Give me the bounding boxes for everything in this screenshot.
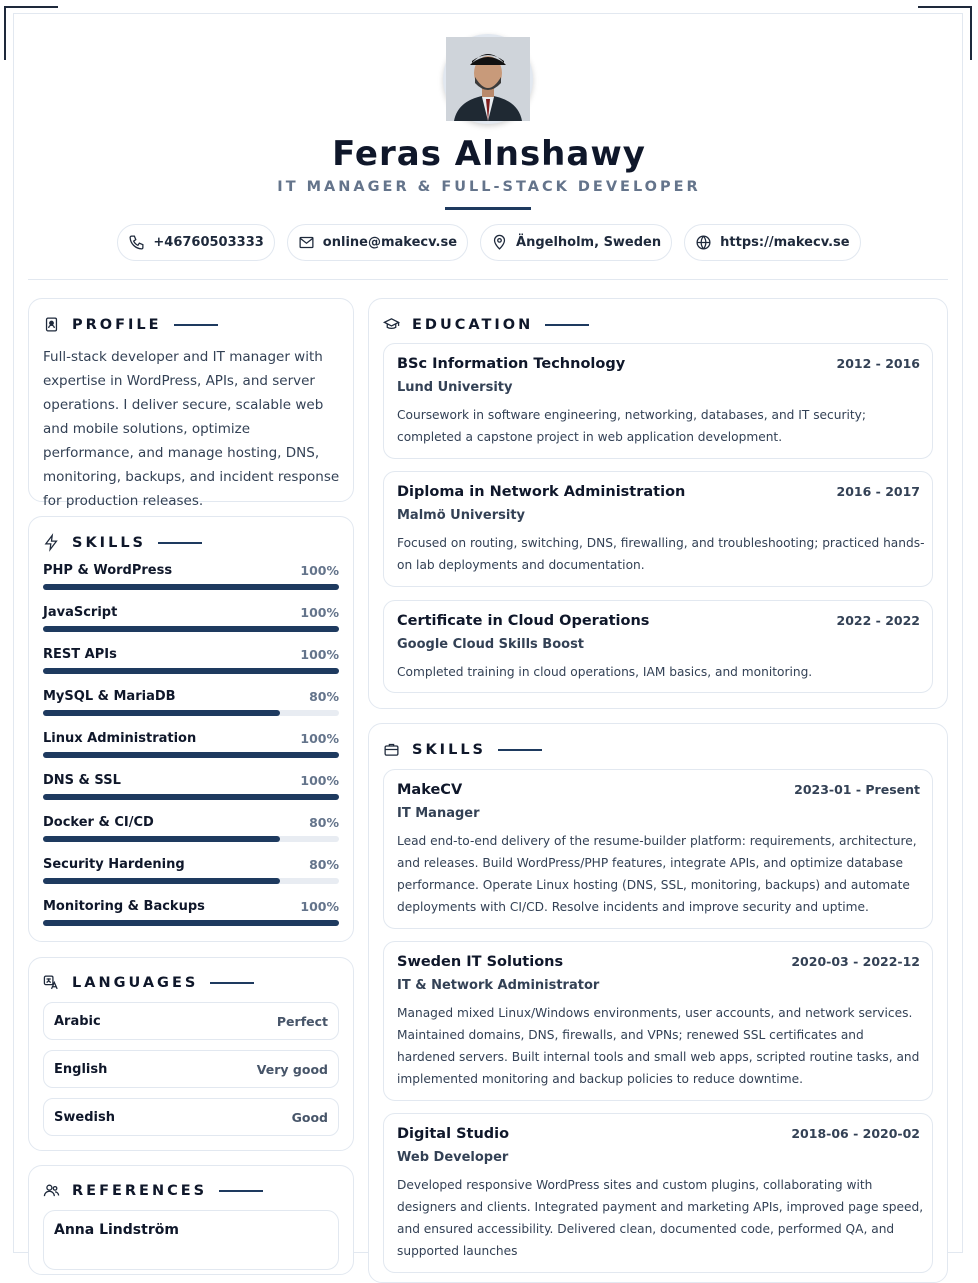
heading-rule [158,542,202,544]
skill-bar-track [43,710,339,716]
experience-heading [383,741,542,758]
education-degree: Certificate in Cloud Operations [397,613,650,629]
experience-heading-label: SKILLS [412,741,486,758]
contact-website[interactable] [684,224,860,261]
translate-icon [43,974,60,991]
contact-email[interactable] [287,224,468,261]
education-heading [383,316,589,333]
skill-name: PHP & WordPress [43,563,173,578]
experience-description: Developed responsive WordPress sites and custom plugins, collaborating with designers and clients. Integrated payment and marketing APIs, improved page speed, and ensured accessibility. Delivered clean, documented code, performed QA, and supported launches [397,1178,924,1258]
contact-website-text: https://makecv.se [720,235,850,250]
references-heading [43,1182,263,1199]
briefcase-icon [383,741,400,758]
skill-name: JavaScript [43,605,118,620]
education-card [368,298,948,709]
education-degree: Diploma in Network Administration [397,484,686,500]
education-heading-label: EDUCATION [412,316,534,333]
language-item [43,1002,339,1040]
skill-bar-track [43,584,339,590]
language-level: Very good [256,1062,328,1077]
languages-heading [43,974,254,991]
language-name: Arabic [54,1014,101,1029]
heading-rule [174,324,218,326]
lightning-icon [43,534,60,551]
language-name: Swedish [54,1110,115,1125]
skill-name: Linux Administration [43,731,197,746]
header-divider [28,279,948,280]
skill-item [43,689,339,719]
contact-email-text: online@makecv.se [322,235,458,250]
education-item [383,471,933,587]
skill-bar-fill [43,878,280,884]
experience-dates: 2020-03 - 2022-12 [791,954,920,969]
education-description: Coursework in software engineering, networking, databases, and IT security; completed a capstone project in web application development. [397,408,866,444]
language-level: Perfect [276,1014,328,1029]
experience-dates: 2023-01 - Present [794,782,920,797]
profile-card [28,298,354,509]
experience-description: Managed mixed Linux/Windows environments, user accounts, and network services. Maintained domains, DNS, firewalls, and VPNs; renewed SSL certificates and hardened servers. Built internal tools and small web apps, scripted routine tasks, and implemented monitoring and backup policies to reduce downtime. [397,1006,920,1086]
language-item [43,1098,339,1136]
education-description: Completed training in cloud operations, IAM basics, and monitoring. [397,665,813,679]
skills-card [28,516,354,942]
experience-description: Lead end-to-end delivery of the resume-builder platform: requirements, architecture, and releases. Build WordPress/PHP features, integrate APIs, and optimize database performance. Operate Linux hosting (DNS, SSL, monitoring, backups) and automate deployments with CI/CD. Resolve incidents and improve security and uptime. [397,834,917,914]
heading-rule [219,1190,263,1192]
title-divider [445,207,531,210]
skill-item [43,773,339,803]
skill-bar-track [43,920,339,926]
education-dates: 2012 - 2016 [836,356,920,371]
skill-bar-track [43,668,339,674]
skills-heading-label: SKILLS [72,534,146,551]
language-level: Good [291,1110,328,1125]
skill-name: MySQL & MariaDB [43,689,176,704]
profile-heading-label: PROFILE [72,316,162,333]
languages-card [28,957,354,1151]
skill-percent: 100% [300,731,339,746]
skill-item [43,815,339,845]
skill-percent: 100% [300,899,339,914]
graduation-cap-icon [383,316,400,333]
skill-percent: 100% [300,647,339,662]
skill-name: Docker & CI/CD [43,815,154,830]
skill-bar-fill [43,920,339,926]
language-name: English [54,1062,108,1077]
education-school: Malmö University [397,508,526,523]
skill-item [43,857,339,887]
contact-location[interactable] [480,224,672,261]
education-item [383,343,933,459]
skill-name: Monitoring & Backups [43,899,205,914]
skill-bar-track [43,752,339,758]
skill-bar-fill [43,626,339,632]
skill-name: DNS & SSL [43,773,121,788]
id-badge-icon [43,316,60,333]
skill-percent: 100% [300,605,339,620]
education-description: Focused on routing, switching, DNS, firewalling, and troubleshooting; practiced hands-on lab deployments and documentation. [397,536,925,572]
skill-bar-fill [43,584,339,590]
location-icon [491,234,508,251]
experience-role: Web Developer [397,1150,509,1165]
experience-company: Sweden IT Solutions [397,954,564,970]
skill-item [43,563,339,593]
contact-phone-text: +46760503333 [153,235,264,250]
languages-heading-label: LANGUAGES [72,974,199,991]
experience-item [383,769,933,929]
education-school: Google Cloud Skills Boost [397,637,585,652]
skill-bar-fill [43,752,339,758]
experience-card [368,723,948,1283]
skill-item [43,899,339,929]
education-school: Lund University [397,380,513,395]
experience-role: IT & Network Administrator [397,978,600,993]
contact-location-text: Ängelholm, Sweden [516,235,662,250]
profile-heading [43,316,218,333]
education-dates: 2016 - 2017 [836,484,920,499]
globe-icon [695,234,712,251]
reference-name: Anna Lindström [54,1222,179,1238]
skill-percent: 80% [309,815,339,830]
skill-item [43,731,339,761]
skills-heading [43,534,202,551]
avatar [443,34,533,124]
experience-item [383,1113,933,1273]
experience-dates: 2018-06 - 2020-02 [791,1126,920,1141]
experience-role: IT Manager [397,806,480,821]
skill-bar-fill [43,794,339,800]
skill-percent: 80% [309,857,339,872]
skill-bar-fill [43,710,280,716]
skill-bar-track [43,878,339,884]
references-card [28,1165,354,1275]
candidate-name: Feras Alnshawy [332,134,646,174]
skill-bar-track [43,794,339,800]
heading-rule [545,324,589,326]
experience-company: MakeCV [397,782,463,798]
skill-percent: 100% [300,563,339,578]
profile-summary: Full-stack developer and IT manager with expertise in WordPress, APIs, and server operations. I deliver secure, scalable web and mobile solutions, optimize performance, and manage hosting, DNS, monitoring, backups, and incident response for production releases. [43,349,340,509]
skill-bar-track [43,626,339,632]
experience-item [383,941,933,1101]
skill-percent: 80% [309,689,339,704]
candidate-title: IT MANAGER & FULL-STACK DEVELOPER [277,179,701,195]
users-icon [43,1182,60,1199]
references-heading-label: REFERENCES [72,1182,208,1199]
skill-bar-fill [43,668,339,674]
mail-icon [298,234,315,251]
heading-rule [210,982,254,984]
skill-name: Security Hardening [43,857,185,872]
skill-item [43,605,339,635]
skill-name: REST APIs [43,647,117,662]
contact-bar [0,224,978,262]
skill-bar-fill [43,836,280,842]
skill-bar-track [43,836,339,842]
education-item [383,600,933,693]
experience-company: Digital Studio [397,1126,510,1142]
reference-item [43,1210,339,1270]
language-item [43,1050,339,1088]
education-degree: BSc Information Technology [397,356,626,372]
phone-icon [128,234,145,251]
contact-phone[interactable] [117,224,274,261]
skill-percent: 100% [300,773,339,788]
heading-rule [498,749,542,751]
skill-item [43,647,339,677]
education-dates: 2022 - 2022 [836,613,920,628]
